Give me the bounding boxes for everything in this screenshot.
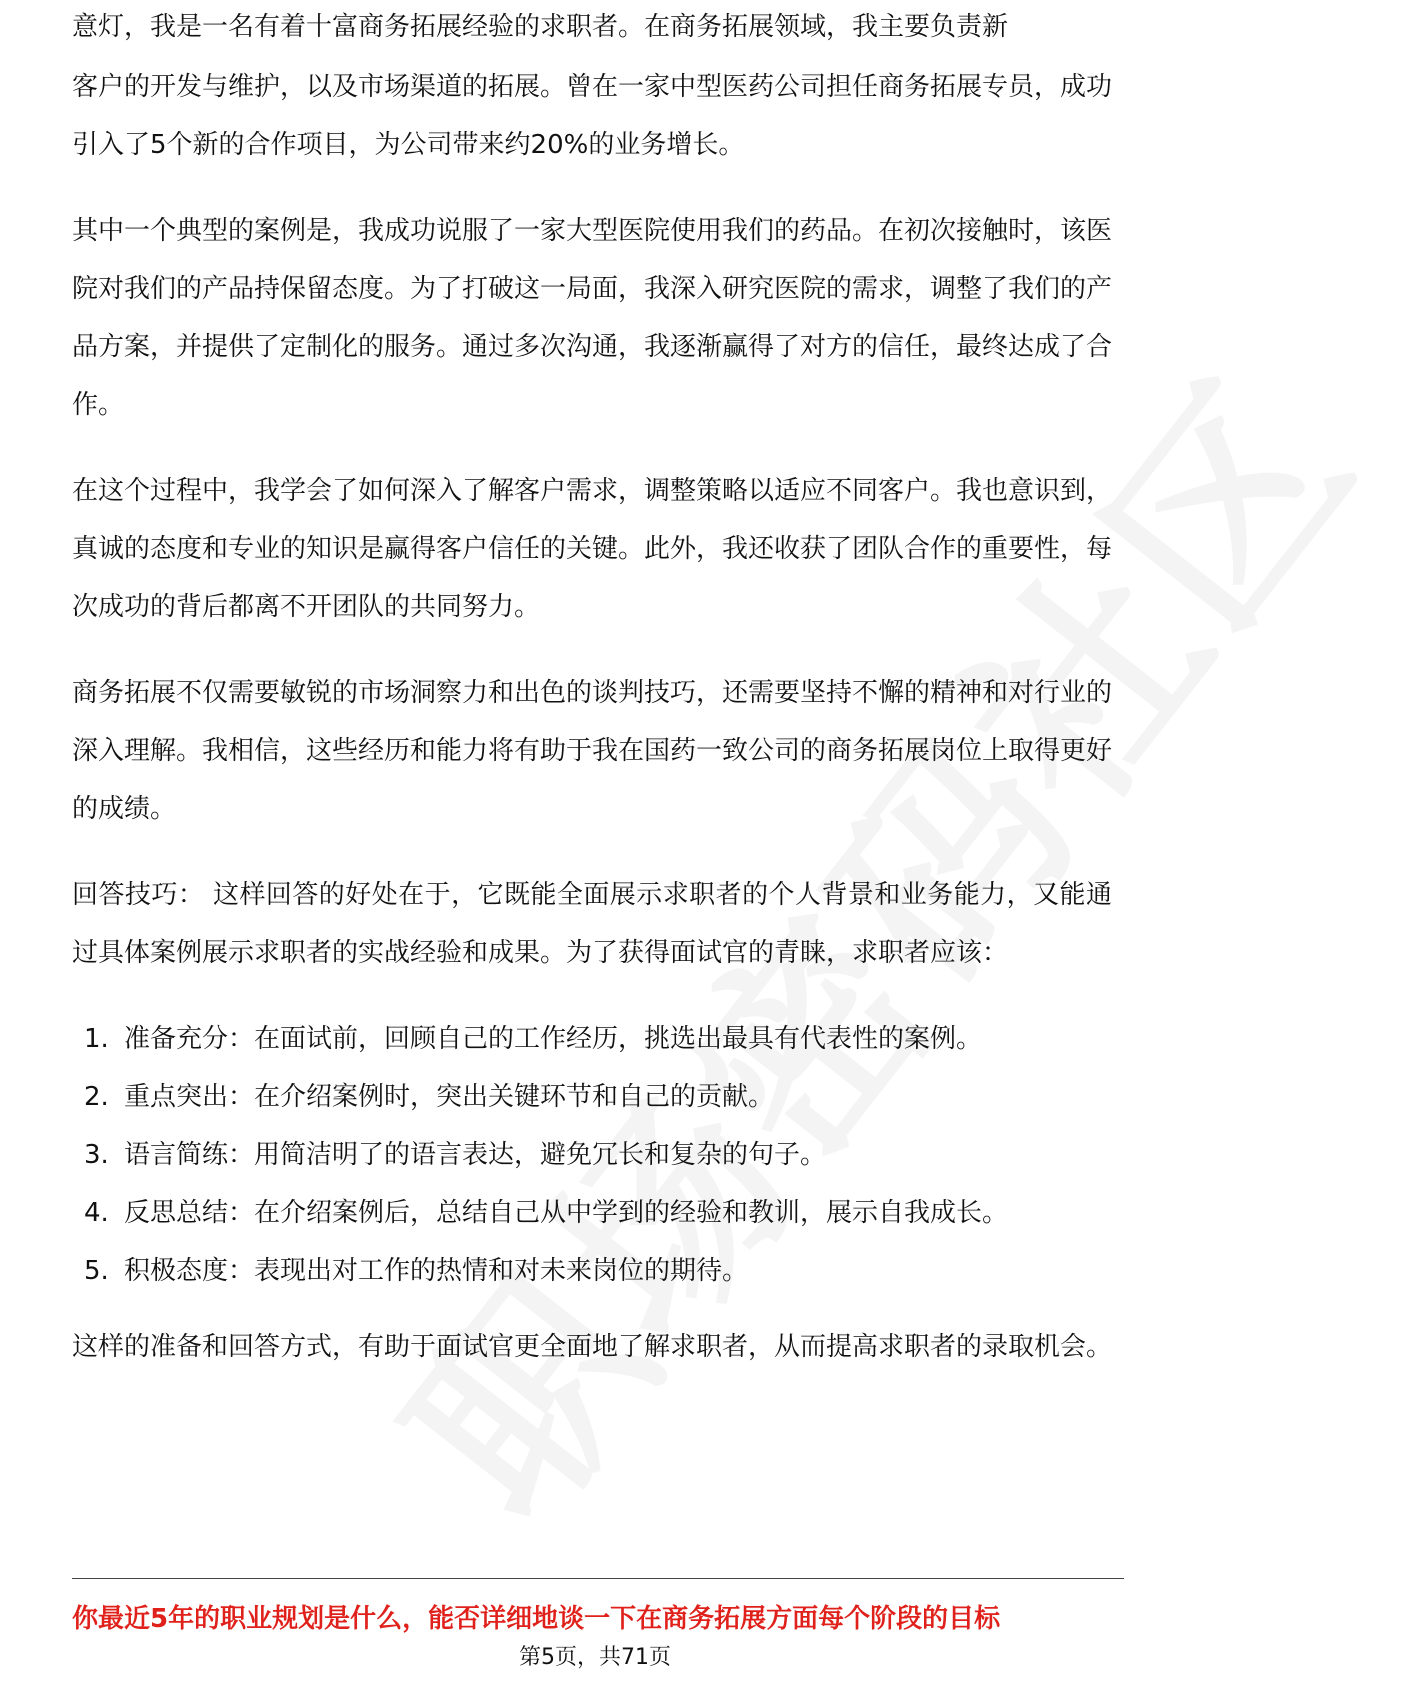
- list-item-text: 准备充分：在面试前，回顾自己的工作经历，挑选出最具有代表性的案例。: [124, 1024, 983, 1054]
- page-number: 第5页，共71页: [519, 1645, 671, 1670]
- paragraph-2: 其中一个典型的案例是，我成功说服了一家大型医院使用我们的药品。在初次接触时，该医院对我们的产品持保留态度。为了打破这一局面，我深入研究医院的需求，调整了我们的产品方案，并提供了定制化的服务。通过多次沟通，我逐渐赢得了对方的信任，最终达成了合作。: [72, 216, 1113, 420]
- section-divider: [72, 1578, 1124, 1579]
- list-item-text: 积极态度：表现出对工作的热情和对未来岗位的期待。: [124, 1256, 749, 1286]
- list-item-number: 3.: [84, 1140, 109, 1170]
- list-item: [72, 1068, 1112, 1126]
- answer-tips-intro: 回答技巧： 这样回答的好处在于，它既能全面展示求职者的个人背景和业务能力，又能通过具体案例展示求职者的实战经验和成果。为了获得面试官的青睐，求职者应该：: [72, 880, 1112, 968]
- list-item-text: 反思总结：在介绍案例后，总结自己从中学到的经验和教训，展示自我成长。: [124, 1198, 1009, 1228]
- list-item: [72, 1184, 1112, 1242]
- paragraph-1: 客户的开发与维护，以及市场渠道的拓展。曾在一家中型医药公司担任商务拓展专员，成功引入了5个新的合作项目，为公司带来约20%的业务增长。: [72, 72, 1113, 160]
- paragraph-4: 商务拓展不仅需要敏锐的市场洞察力和出色的谈判技巧，还需要坚持不懈的精神和对行业的深入理解。我相信，这些经历和能力将有助于我在国药一致公司的商务拓展岗位上取得更好的成绩。: [72, 678, 1113, 824]
- tips-list: [72, 1010, 1112, 1300]
- list-item-number: 5.: [84, 1256, 109, 1286]
- list-item-number: 1.: [84, 1024, 109, 1054]
- list-item-number: 4.: [84, 1198, 109, 1228]
- list-item: [72, 1126, 1112, 1184]
- list-item: [72, 1242, 1112, 1300]
- list-item: [72, 1010, 1112, 1068]
- closing-paragraph: 这样的准备和回答方式，有助于面试官更全面地了解求职者，从而提高求职者的录取机会。: [72, 1332, 1113, 1362]
- cut-off-line: [72, 12, 1112, 58]
- next-question-heading: 你最近5年的职业规划是什么，能否详细地谈一下在商务拓展方面每个阶段的目标: [72, 1604, 1001, 1634]
- list-item-text: 重点突出：在介绍案例时，突出关键环节和自己的贡献。: [124, 1082, 775, 1112]
- cut-off-line-text: 意灯，我是一名有着十富商务拓展经验的求职者。在商务拓展领域，我主要负责新: [72, 12, 1009, 42]
- document-body: [72, 12, 1113, 1404]
- paragraph-3: 在这个过程中，我学会了如何深入了解客户需求，调整策略以适应不同客户。我也意识到，真诚的态度和专业的知识是赢得客户信任的关键。此外，我还收获了团队合作的重要性，每次成功的背后都离不开团队的共同努力。: [72, 476, 1113, 622]
- list-item-text: 语言简练：用简洁明了的语言表达，避免冗长和复杂的句子。: [124, 1140, 827, 1170]
- list-item-number: 2.: [84, 1082, 109, 1112]
